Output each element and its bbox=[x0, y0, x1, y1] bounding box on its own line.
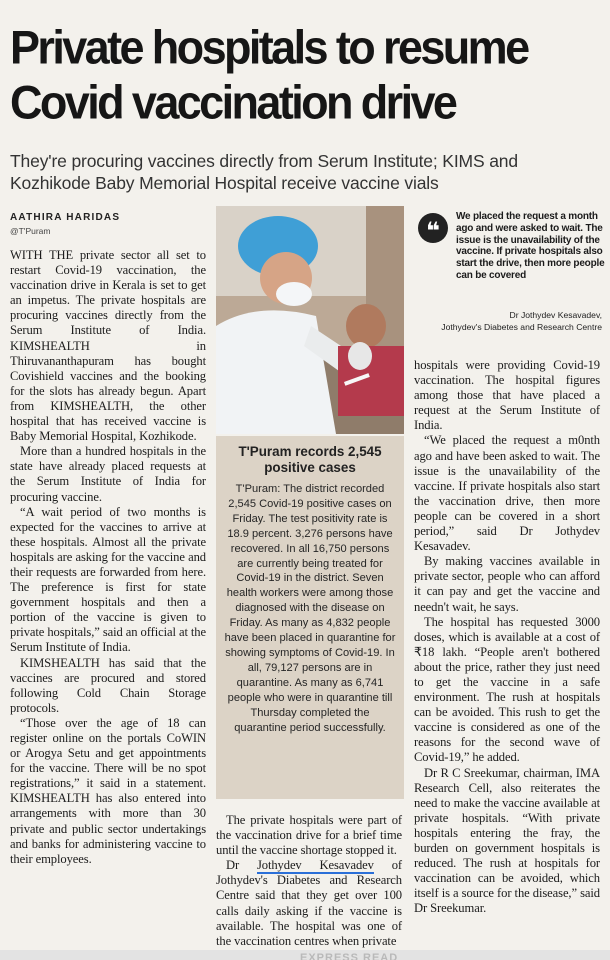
paragraph: “We placed the request a m0nth ago and have been asked to wait. The issue is the unavailability of the vaccine. If private hospitals also start the vaccination drive, then more people can be covered in a short period,” said Dr Jothydev Kesavadev. bbox=[414, 433, 600, 554]
paragraph: By making vaccines available in private sector, people who can afford it can pay and get the vaccine and needn't wait, he says. bbox=[414, 554, 600, 614]
paragraph: hospitals were providing Covid-19 vaccination. The hospital figures among those that have placed a request at the Serum Institute of India. bbox=[414, 358, 600, 433]
paragraph: “Those over the age of 18 can register online on the portals CoWIN or Arogya Setu and get appointments for the vaccine. There will be no spot registrations,” it said in a statement. KIMSHEALTH has also entered into arrangements with more than 30 private and public sector undertakings and banks for administering vaccine to their employees. bbox=[10, 715, 206, 866]
headline-line-1: Private hospitals to resume bbox=[10, 20, 528, 75]
byline-location: @T'Puram bbox=[10, 226, 51, 236]
article-column-1 bbox=[10, 248, 206, 867]
underlined-name: Jothydev Kesavadev bbox=[256, 858, 374, 873]
pull-quote: We placed the request a month ago and were asked to wait. The issue is the unavailability of the vaccine. If private hospitals also start the drive, then more people can be covered bbox=[456, 211, 605, 281]
paragraph: The hospital has requested 3000 doses, which is available at a cost of ₹18 lakh. “People aren't bothered about the price, rather they just need to get the vaccine in a safe environment. The rush at hospitals can be avoided. This rush to get the vaccine is considered as one of the reasons for the second wave of Covid-19,” he added. bbox=[414, 614, 600, 765]
paragraph: “A wait period of two months is expected for the vaccines to arrive at these hospitals. Almost all the private hospitals are asking for the vaccine and their requests are forwarded from here. The preference is first for state government hospitals and then a portion of the vaccine is given to private hospitals,” said an official at the Serum Institute of India. bbox=[10, 504, 206, 655]
paragraph: KIMSHEALTH has said that the vaccines are procured and stored following Cold Chain Storage protocols. bbox=[10, 655, 206, 715]
article-column-2 bbox=[216, 813, 402, 949]
vaccination-photo bbox=[216, 206, 404, 434]
paragraph: More than a hundred hospitals in the state have already placed requests at the Serum Institute of India for procuring vaccine. bbox=[10, 444, 206, 504]
paragraph bbox=[216, 858, 402, 949]
pull-quote-author-org: Jothydev's Diabetes and Research Centre bbox=[441, 321, 602, 332]
headline bbox=[10, 20, 602, 130]
subheadline: They're procuring vaccines directly from Serum Institute; KIMS and Kozhikode Baby Memorial Hospital receive vaccine vials bbox=[10, 151, 518, 193]
article-column-3 bbox=[414, 358, 600, 916]
pull-quote-attribution bbox=[414, 310, 602, 333]
sidebar-box bbox=[216, 436, 404, 799]
paragraph: WITH THE private sector all set to restart Covid-19 vaccination, the vaccination drive in Kerala is set to get an impetus. The private hospitals are procuring vaccines directly from the Serum Institute of India. KIMSHEALTH in Thiruvananthapuram has bought Covishield vaccines and the booking for the slots has already begun. Apart from KIMSHEALTH, the other hospital that has received vaccine is Baby Memorial Hospital, Kozhikode. bbox=[10, 248, 206, 444]
byline-author: AATHIRA HARIDAS bbox=[10, 212, 121, 223]
quote-icon: ❝ bbox=[418, 213, 448, 243]
sidebar-body: T'Puram: The district recorded 2,545 Covid-19 positive cases on Friday. The test positivity rate is 18.9 percent. 3,276 persons have recovered. In all 16,750 persons are currently being treated for Covid-19 in the district. Seven health workers were among those diagnosed with the disease on Friday. As many as 4,832 people have been placed in quarantine for showing symptoms of Covid-19. In all, 79,127 persons are in quarantine. As many as 6,741 people who were in quarantine till Thursday completed the quarantine period successfully. bbox=[224, 483, 396, 734]
sidebar-title: T'Puram records 2,545 positive cases bbox=[238, 444, 382, 475]
footer-label: EXPRESS READ bbox=[300, 952, 399, 960]
text-run: Dr bbox=[226, 858, 257, 873]
pull-quote-author-name: Dr Jothydev Kesavadev, bbox=[509, 310, 602, 320]
paragraph: The private hospitals were part of the vaccination drive for a brief time until the vaccine shortage stopped it. bbox=[216, 813, 402, 858]
text-run: of Jothydev's Diabetes and Research Centre said that they get over 100 calls daily asking if the vaccine is available. The hospital was one of the vaccination centres when private bbox=[216, 858, 402, 948]
headline-line-2: Covid vaccination drive bbox=[10, 75, 456, 130]
footer-strip bbox=[0, 950, 610, 960]
paragraph: Dr R C Sreekumar, chairman, IMA Research Cell, also reiterates the need to make the vaccine available at private hospitals. “With private hospitals entering the fray, the burden on government hospitals is reduced. The rush at hospitals for vaccination can be avoided, which itself is a source for the disease,” said Dr Sreekumar. bbox=[414, 765, 600, 916]
